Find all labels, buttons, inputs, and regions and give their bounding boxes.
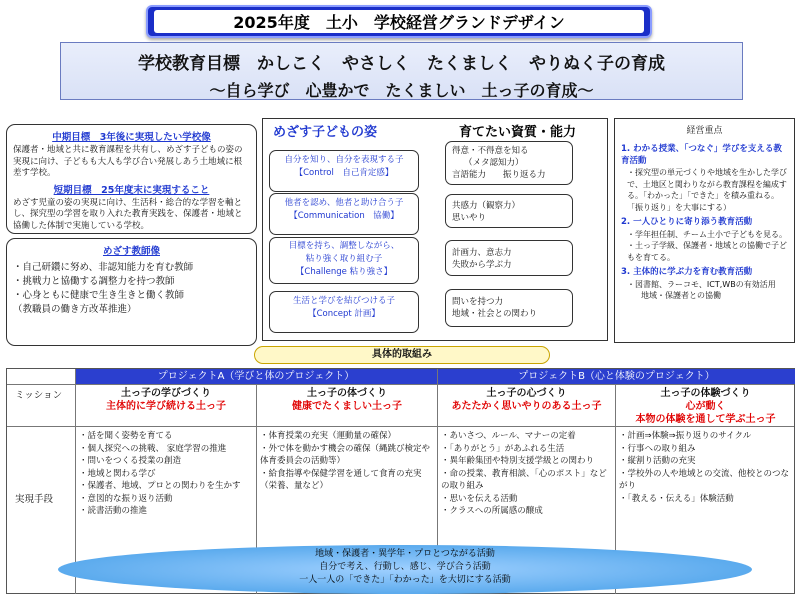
means-item: ・読書活動の推進 — [79, 506, 148, 516]
means-item: ・「ありがとう」があふれる生活 — [441, 443, 565, 454]
child-trait-line: 【Challenge 粘り強さ】 — [295, 267, 393, 277]
short-term-goal-title: 短期目標 25年度末に実現すること — [53, 184, 210, 196]
skill-line: 言語能力 振り返る力 — [452, 170, 546, 180]
mission-heart — [439, 387, 614, 413]
skill-line: 思いやり — [452, 213, 487, 223]
skill-1 — [445, 141, 573, 185]
concrete-initiatives-label: 具体的取組み — [254, 346, 550, 364]
priority-1-title: 1. わかる授業、「つなぐ」学びを支える教育活動 — [621, 144, 782, 166]
mid-term-goal-text: 保護者・地域と共に教育課程を共有し、めざす子どもの姿の実現に向け、子どもも大人も学び合い発展しあう土地域に根差す学校。 — [13, 145, 243, 178]
means-item: ・あいさつ、ルール、マナーの定着 — [441, 431, 576, 441]
page-title: 2025年度 土小 学校経営グランドデザイン — [154, 10, 644, 33]
mission-label: ミッション — [15, 390, 63, 401]
skill-3 — [445, 240, 573, 276]
mid-term-goal-title: 中期目標 3年後に実現したい学校像 — [52, 132, 211, 143]
children-heading: めざす子どもの姿 — [273, 125, 378, 140]
teacher-ideal-box — [6, 238, 257, 346]
project-a-header: プロジェクトA（学びと体のプロジェクト） — [75, 369, 437, 384]
means-item: ・縦割り活動の充実 — [619, 456, 696, 466]
skill-2 — [445, 194, 573, 228]
priority-3-body: ・図書館、ラーコモ、ICT,WBの有効活用 — [627, 279, 776, 289]
mission-subtitle: 主体的に学び続ける土っ子 — [106, 401, 226, 412]
means-item: ・地域と関わる学び — [79, 468, 156, 479]
means-item: ・話を聞く姿勢を育てる — [79, 431, 173, 441]
means-item: ・問いをつくる授業の創造 — [79, 456, 182, 466]
child-trait-line: 生活と学びを結びつける子 — [292, 296, 395, 306]
child-trait-line: 自分を知り、自分を表現する子 — [284, 155, 404, 165]
child-trait-2 — [269, 193, 419, 235]
mission-learning — [77, 387, 255, 413]
means-item: ・思いを伝える活動 — [441, 493, 518, 504]
priority-1-body: ・探究型の単元づくりや地域を生かした学びで、土地区と関わりながら教育課程を編成する。「わかった」「できた」を積み重ねる。「振り返り」を大事にする） — [627, 168, 787, 212]
child-trait-4 — [269, 291, 419, 333]
foundation-text — [200, 548, 610, 587]
priority-2-body: ・土っ子学級、保護者・地域との協働で子どもを育てる。 — [627, 241, 787, 262]
mission-body — [258, 387, 436, 413]
skill-line: 地域・社会との関わり — [452, 309, 538, 319]
mission-subtitle: 心が動く — [685, 401, 726, 412]
child-trait-line: 目標を持ち、調整しながら、 — [288, 241, 400, 251]
motto-line-1: 学校教育目標 かしこく やさしく たくましく やりぬく子の育成 — [138, 54, 665, 74]
teacher-item: ・挑戦力と協働する調整力を持つ教師 — [13, 276, 175, 287]
motto-line-2: ～自ら学び 心豊かで たくましい 土っ子の育成～ — [209, 81, 594, 100]
child-trait-line: 他者を認め、他者と助け合う子 — [284, 198, 404, 208]
priority-2-body: ・学年担任制、チーム土小で子どもを見る。 — [627, 229, 787, 239]
skill-line: （メタ認知力） — [464, 158, 524, 168]
mission-subtitle: 本物の体験を通して学ぶ土っ子 — [635, 414, 776, 425]
mission-experience — [617, 387, 794, 426]
means-list-learning — [79, 430, 253, 518]
teacher-ideal-title: めざす教師像 — [102, 246, 160, 257]
mission-title: 土っ子の体づくり — [307, 388, 387, 399]
school-motto — [60, 42, 743, 100]
means-list-experience — [619, 430, 791, 505]
means-item: ・給食指導や保健学習を通して食育の充実（栄養、量など） — [260, 468, 422, 491]
means-item: ・個人探究への挑戦、 家庭学習の推進 — [79, 443, 227, 454]
means-item: ・「教える・伝える」体験活動 — [619, 493, 734, 504]
mission-subtitle: 健康でたくましい土っ子 — [292, 401, 402, 412]
child-trait-3 — [269, 237, 419, 284]
skills-heading: 育てたい資質・能力 — [459, 125, 577, 140]
means-label: 実現手段 — [15, 494, 54, 505]
means-item: ・計画⇒体験⇒振り返りのサイクル — [619, 431, 752, 441]
mission-title: 土っ子の体験づくり — [660, 388, 751, 399]
foundation-line: 地域・保護者・異学年・プロとつながる活動 — [315, 549, 495, 559]
means-item: ・体育授業の充実（運動量の確保） — [260, 431, 397, 441]
foundation-line: 自分で考え、行動し、感じ、学び合う活動 — [319, 562, 491, 572]
children-and-skills-panel — [262, 118, 608, 341]
child-trait-line: 【Communication 協働】 — [289, 211, 399, 221]
priority-3-body: 地域・保護者との協働 — [641, 291, 721, 300]
means-list-body — [260, 430, 434, 493]
divider — [7, 426, 794, 427]
teacher-item: ・心身ともに健康で生き生きと働く教師 — [13, 290, 185, 301]
means-item: ・行事への取り組み — [619, 443, 696, 454]
means-item: ・学校外の人や地域との交流、他校とのつながり — [619, 468, 790, 491]
mission-title: 土っ子の心づくり — [486, 388, 567, 399]
child-trait-line: 【Concept 計画】 — [308, 309, 380, 319]
goals-box — [6, 124, 257, 234]
skill-line: 問いを持つ力 — [452, 297, 504, 307]
priority-2-title: 2. 一人ひとりに寄り添う教育活動 — [621, 217, 753, 227]
child-trait-line: 粘り強く取り組む子 — [305, 254, 383, 264]
priorities-title: 経営重点 — [686, 126, 723, 136]
divider — [7, 384, 794, 385]
teacher-item: ・自己研鑽に努め、非認知能力を育む教師 — [13, 262, 194, 273]
means-item: ・意図的な振り返り活動 — [79, 493, 173, 504]
management-priorities — [614, 118, 795, 343]
means-item: ・外で体を動かす機会の確保（縄跳び検定や体育委員会の活動等） — [260, 443, 431, 466]
title-banner — [146, 5, 652, 38]
skill-line: 得意・不得意を知る — [452, 146, 529, 156]
skill-4 — [445, 289, 573, 327]
priority-3-title: 3. 主体的に学ぶ力を育む教育活動 — [621, 267, 753, 277]
project-b-header: プロジェクトB（心と体験のプロジェクト） — [438, 369, 795, 384]
divider — [75, 369, 76, 594]
means-item: ・異年齢集団や特別支援学級との関わり — [441, 456, 595, 466]
means-list-heart — [441, 430, 613, 518]
skill-line: 計画力、意志力 — [452, 248, 512, 258]
child-trait-1 — [269, 150, 419, 192]
means-item: ・クラスへの所属感の醸成 — [441, 506, 543, 516]
foundation-line: 一人一人の「できた」「わかった」を大切にする活動 — [299, 575, 511, 585]
means-item: ・命の授業、教育相談、「心のポスト」などの取り組み — [441, 468, 607, 491]
short-term-goal-text: めざす児童の姿の実現に向け、生活科・総合的な学習を軸とし、探究型の学習を取り入れた教育実践を、保護者・地域と協働した体制で実施している学校。 — [13, 197, 243, 231]
mission-subtitle: あたたかく思いやりのある土っ子 — [451, 401, 602, 412]
child-trait-line: 【Control 自己肯定感】 — [294, 168, 394, 178]
skill-line: 共感力（観察力） — [452, 201, 521, 211]
mission-title: 土っ子の学びづくり — [121, 388, 211, 399]
skill-line: 失敗から学ぶ力 — [452, 260, 512, 270]
teacher-item: （教職員の働き方改革推進） — [13, 304, 137, 315]
means-item: ・保護者、地域、プロとの関わりを生かす — [79, 481, 241, 491]
